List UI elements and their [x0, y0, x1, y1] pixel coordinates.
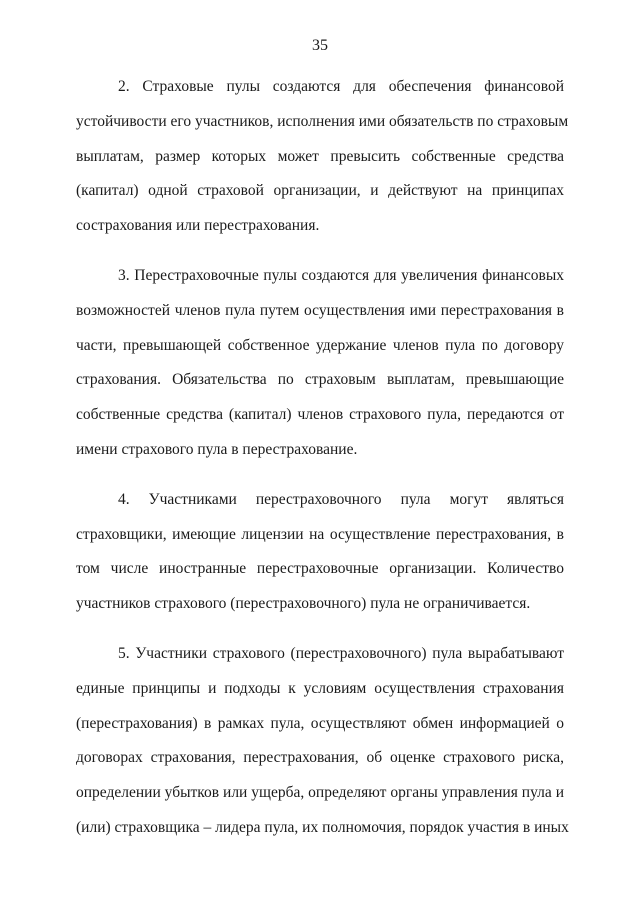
text-line: участников страхового (перестраховочного) пула не ограничивается. — [76, 595, 531, 613]
text-line: возможностей членов пула путем осуществления ими перестрахования в — [76, 301, 564, 319]
text-line: части, превышающей собственное удержание членов пула по договору — [76, 336, 564, 354]
text-line: 2. Страховые пулы создаются для обеспечения финансовой — [118, 78, 564, 95]
text-line: собственные средства (капитал) членов страхового пула, передаются от — [76, 406, 564, 424]
text-line: том числе иностранные перестраховочные организации. Количество — [76, 560, 564, 578]
paragraph-5 — [76, 637, 569, 846]
paragraph-3 — [76, 259, 564, 468]
paragraph-4 — [76, 483, 564, 622]
text-line: определении убытков или ущерба, определяют органы управления пула и — [76, 784, 564, 802]
text-line: выплатам, размер которых может превысить собственные средства — [76, 147, 564, 165]
page-number: 35 — [312, 37, 328, 54]
text-line: страхования. Обязательства по страховым выплатам, превышающие — [76, 371, 564, 389]
text-line: имени страхового пула в перестрахование. — [76, 440, 358, 458]
text-line: (капитал) одной страховой организации, и действуют на принципах — [76, 182, 564, 200]
paragraph-2 — [76, 70, 569, 244]
text-line: (или) страховщика – лидера пула, их полномочия, порядок участия в иных — [76, 818, 569, 836]
text-line: 4. Участниками перестраховочного пула могут являться — [118, 490, 564, 508]
text-line: страховщики, имеющие лицензии на осуществление перестрахования, в — [76, 525, 564, 543]
text-line: договорах страхования, перестрахования, об оценке страхового риска, — [76, 749, 564, 767]
text-line: 3. Перестраховочные пулы создаются для увеличения финансовых — [118, 266, 564, 284]
text-line: (перестрахования) в рамках пула, осуществляют обмен информацией о — [76, 714, 564, 732]
text-line: сострахования или перестрахования. — [76, 217, 320, 235]
text-line: 5. Участники страхового (перестраховочного) пула вырабатывают — [118, 644, 564, 662]
text-line: единые принципы и подходы к условиям осуществления страхования — [76, 679, 564, 697]
body-text — [76, 70, 569, 861]
text-line: устойчивости его участников, исполнения ими обязательств по страховым — [76, 112, 569, 130]
